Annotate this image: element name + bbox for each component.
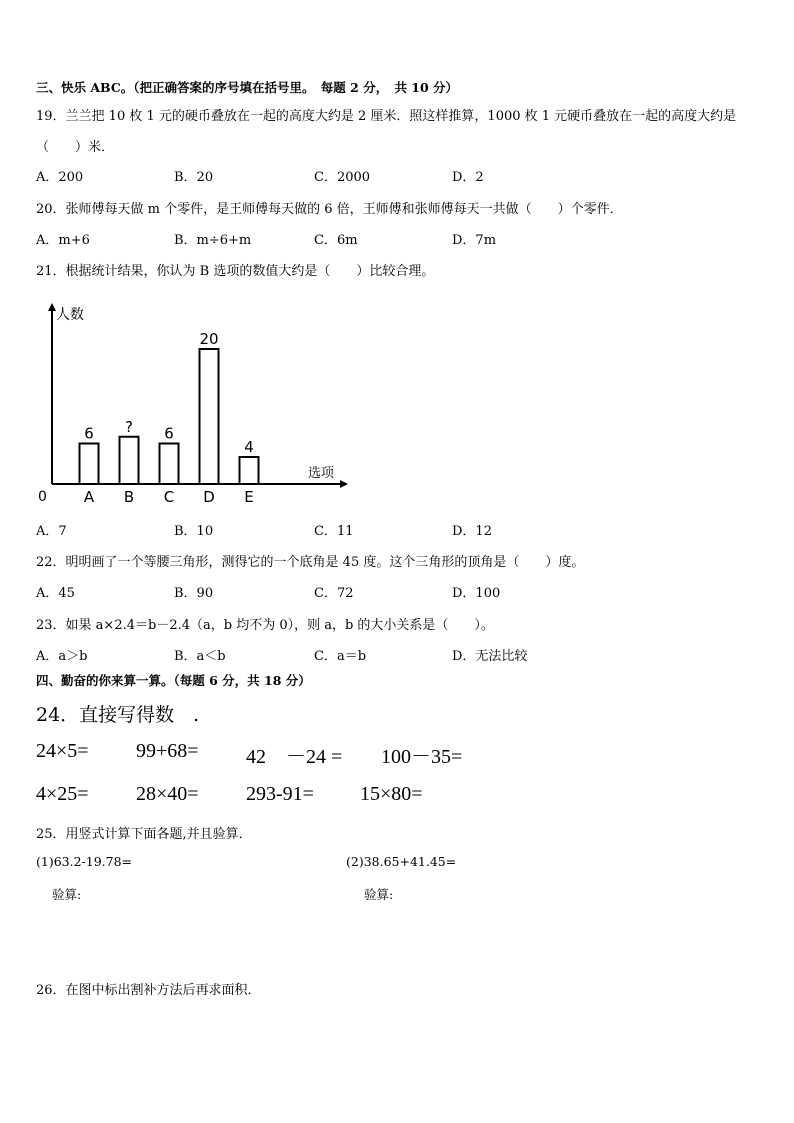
bar-d [200,349,219,484]
x-axis-arrow [340,480,348,488]
chart-bars [80,349,259,484]
q20-option-c: C．6m [314,233,358,248]
q21-option-d: D．12 [452,524,492,539]
data-label-e: 4 [244,438,254,456]
tick-label-b: B [123,488,135,506]
data-label-d: 20 [199,330,219,348]
q24-item-7: 293-91= [246,783,314,805]
q22-text: 22．明明画了一个等腰三角形，测得它的一个底角是 45 度。这个三角形的顶角是（ ）度。 [36,555,585,570]
q21-option-b: B．10 [174,524,214,539]
q19-option-b: B．20 [174,170,214,185]
q21-option-a: A．7 [36,524,67,539]
section-4-title: 四、勤奋的你来算一算。（每题 6 分，共 18 分） [36,673,311,688]
tick-label-d: D [203,488,215,506]
q26-title: 26．在图中标出割补方法后再求面积． [36,983,261,998]
q24-item-6: 28×40= [136,783,199,805]
bar-chart [30,295,360,510]
q19-option-c: C．2000 [314,170,371,185]
q19-option-a: A．200 [36,170,84,185]
bar-a [80,444,99,485]
q20-text: 20．张师傅每天做 m 个零件，是王师傅每天做的 6 倍，王师傅和张师傅每天一共做（ ）个零件． [36,202,623,217]
q19-option-d: D．2 [452,170,484,185]
q25-check-1: 验算: [52,887,82,902]
q23-option-c: C．a＝b [314,649,367,664]
q21-option-c: C．11 [314,524,354,539]
x-axis-label: 选项 [308,466,335,481]
origin-label: 0 [38,489,47,505]
q22-option-a: A．45 [36,586,75,601]
q19-text-line2: （ ）米． [36,140,115,155]
y-axis-label: 人数 [56,307,84,323]
q21-text: 21．根据统计结果，你认为 B 选项的数值大约是（ ）比较合理。 [36,264,435,279]
q24-item-4: 100－35= [381,746,463,768]
tick-label-e: E [244,488,254,506]
y-axis-arrow [48,303,56,311]
data-label-c: 6 [164,424,174,443]
bar-c [160,444,179,485]
data-label-b: ? [125,417,133,436]
tick-label-a: A [83,488,95,506]
q22-option-d: D．100 [452,586,501,601]
q24-item-8: 15×80= [360,783,423,805]
q24-title: 24．直接写得数 . [36,704,200,726]
q20-option-a: A．m+6 [36,233,90,248]
tick-label-c: C [163,488,175,506]
q25-title: 25．用竖式计算下面各题,并且验算． [36,827,252,842]
bar-b [120,437,139,484]
q25-part-1: (1)63.2-19.78= [36,854,133,869]
q22-option-c: C．72 [314,586,354,601]
q24-item-2: 99+68= [136,740,199,762]
q19-text-line1: 19．兰兰把 10 枚 1 元的硬币叠放在一起的高度大约是 2 厘米．照这样推算，1000 枚 1 元硬币叠放在一起的高度大约是 [36,109,737,124]
data-label-a: 6 [84,424,94,443]
bar-e [240,457,259,484]
q25-part-2: (2)38.65+41.45= [346,854,457,869]
q23-option-d: D．无法比较 [452,649,528,664]
q23-text: 23．如果 a×2.4＝b－2.4（a，b 均不为 0），则 a，b 的大小关系是（ ）。 [36,618,494,633]
q20-option-d: D．7m [452,233,497,248]
q24-item-5: 4×25= [36,783,89,805]
q23-option-a: A．a＞b [36,649,88,664]
q25-check-2: 验算: [364,887,394,902]
q24-item-3: 42 －24 = [246,746,343,768]
q23-option-b: B．a＜b [174,649,226,664]
section-3-title: 三、快乐 ABC。（把正确答案的序号填在括号里。 每题 2 分， 共 10 分） [36,80,459,95]
q20-option-b: B．m÷6+m [174,233,252,248]
q24-item-1: 24×5= [36,740,89,762]
q22-option-b: B．90 [174,586,214,601]
